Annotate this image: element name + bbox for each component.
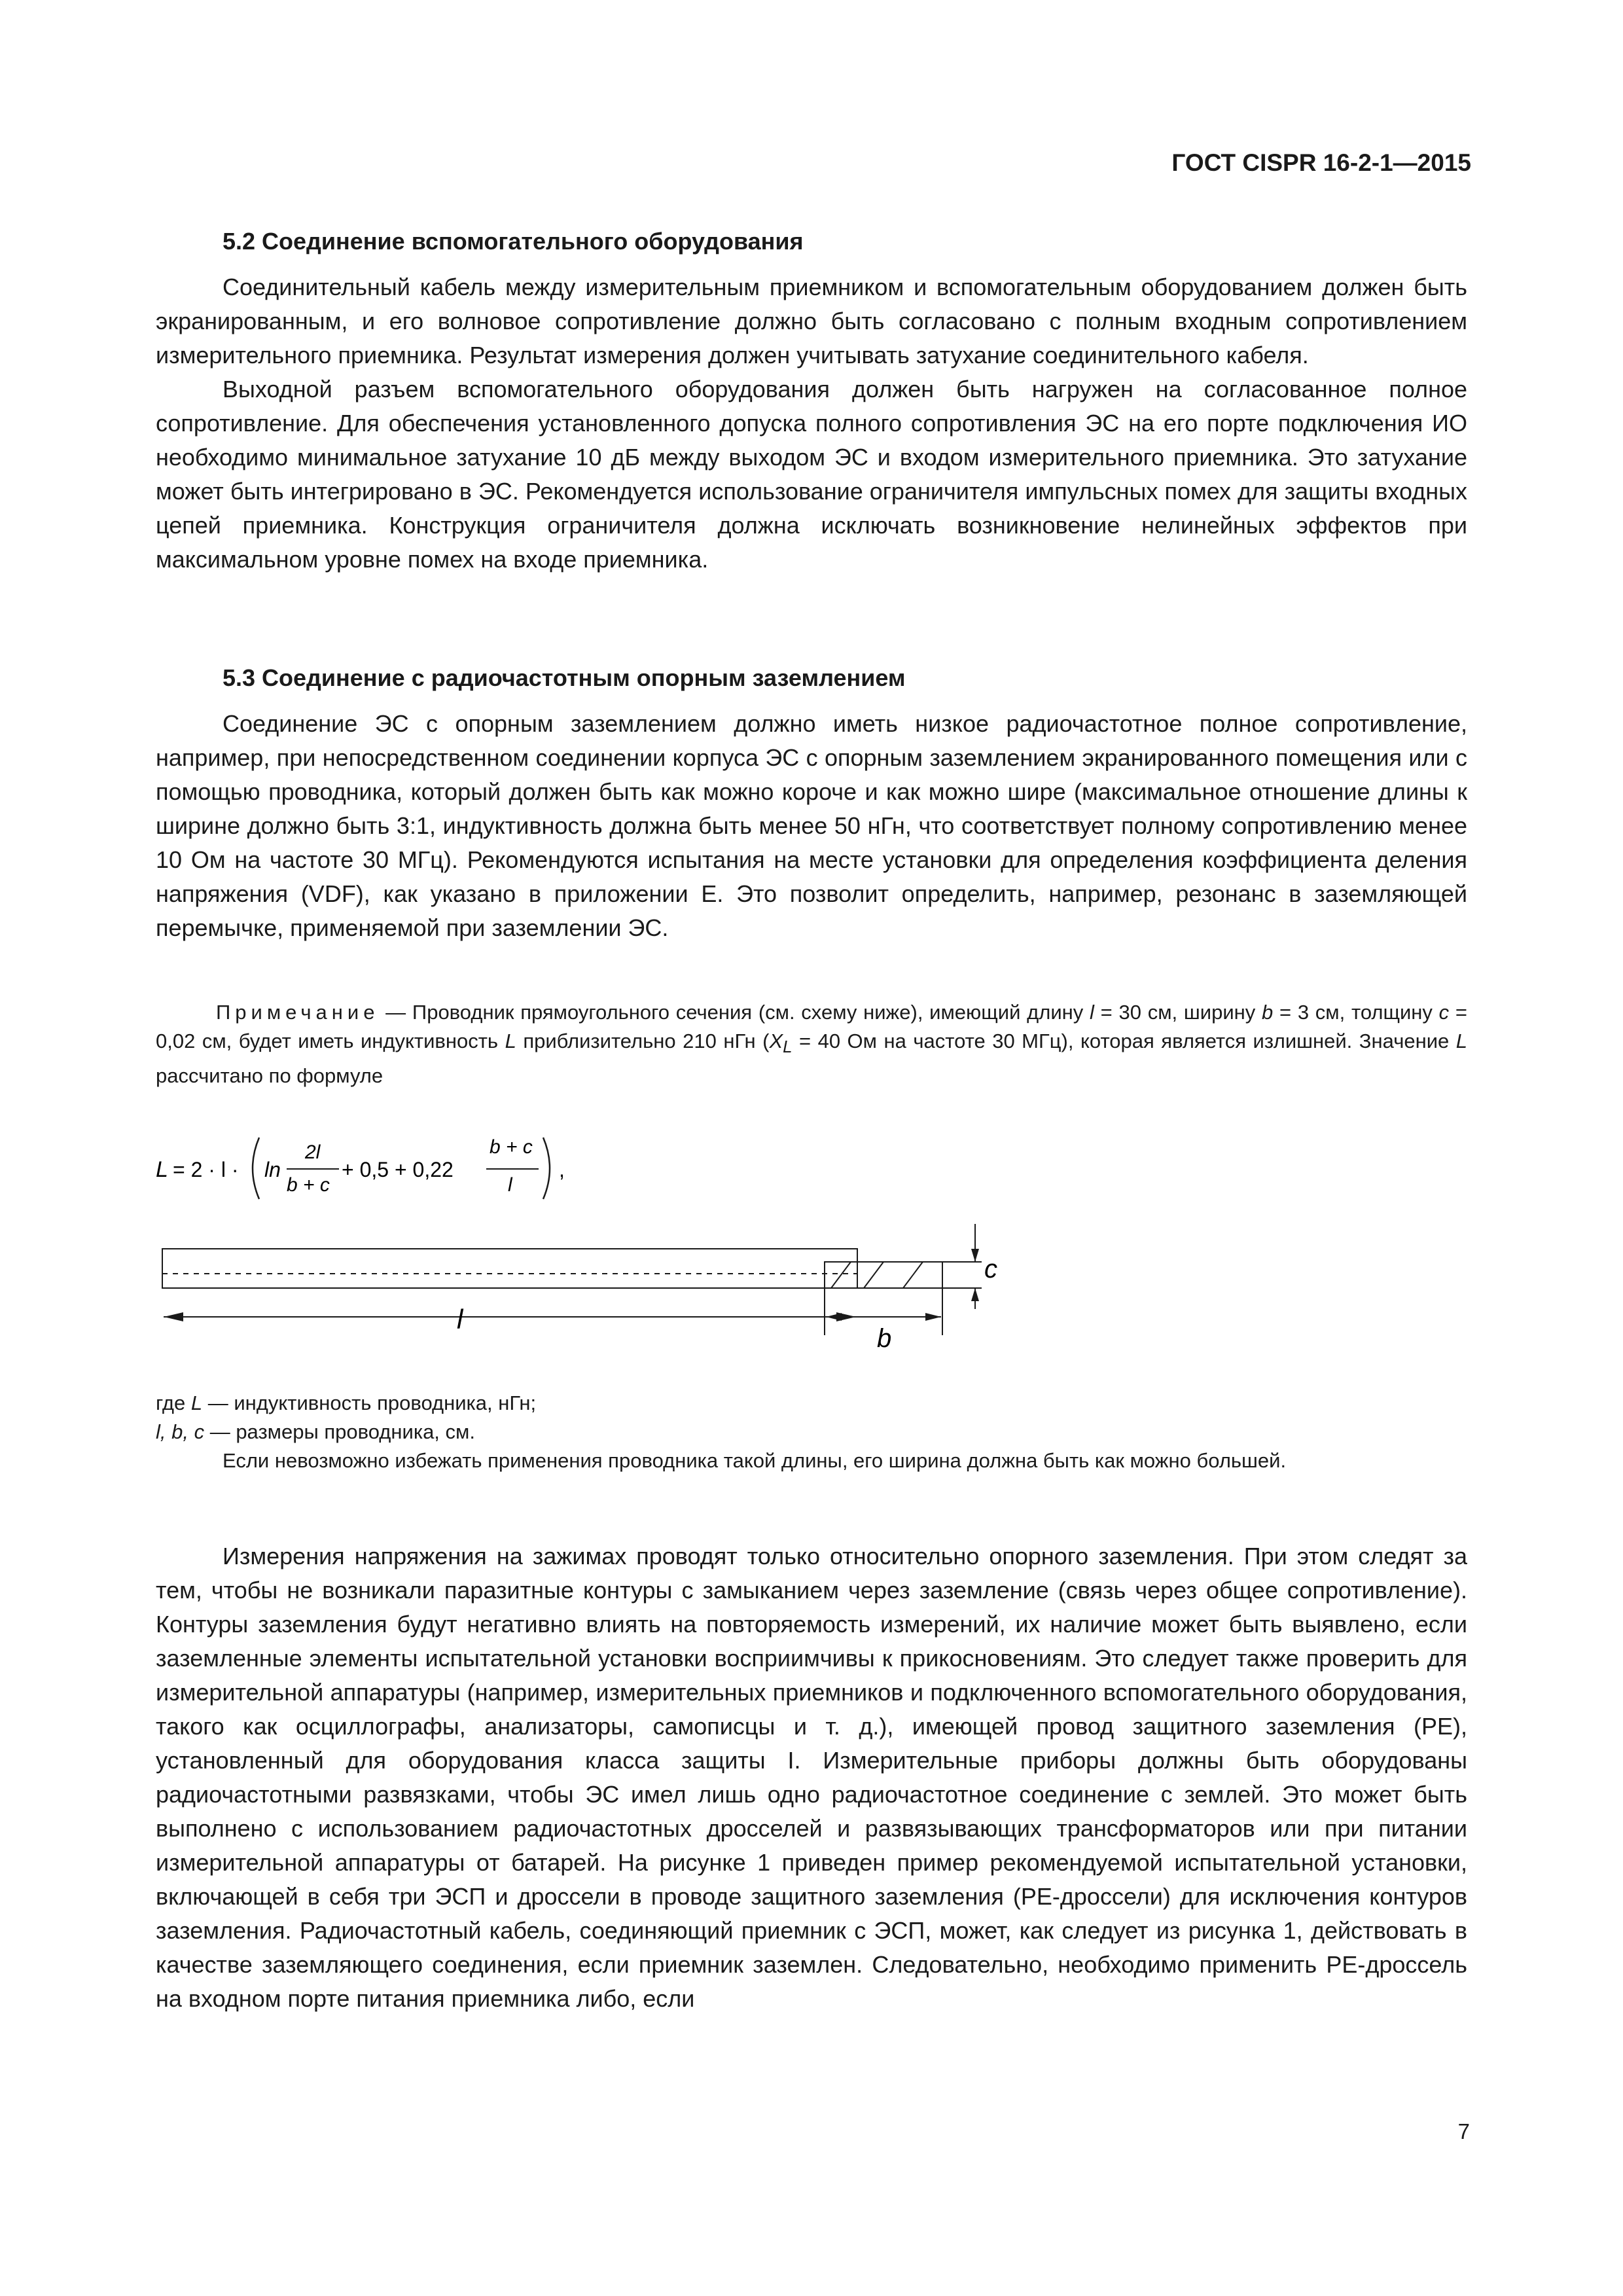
page-number: 7 <box>1457 2119 1470 2144</box>
formula-den1: b + c <box>287 1174 330 1196</box>
formula-num2: b + c <box>490 1136 533 1158</box>
section-5-2-title: 5.2 Соединение вспомогательного оборудования <box>223 228 804 255</box>
thickness-label: c <box>984 1255 997 1283</box>
conductor-diagram <box>156 1211 1072 1368</box>
section-5-2-paragraph-2: Выходной разъем вспомогательного оборудования должен быть нагружен на согласованное полное сопротивление. Для обеспечения установленного допуска полного сопротивления ЭС на его порте подключения ИО необходимо минимальное затухание 10 дБ между выходом ЭС и входом измерительного приемника. Это затухание может быть интегрировано в ЭС. Рекомендуется использование ограничителя импульсных помех для защиты входных цепей приемника. Конструкция ограничителя должна исключать возникновение нелинейных эффектов при максимальном уровне помех на входе приемника. <box>156 376 1467 573</box>
inductance-formula <box>156 1119 614 1217</box>
legend-row-dimensions: l, b, c — размеры проводника, см. <box>156 1420 475 1443</box>
note-block <box>156 998 1467 1090</box>
section-5-2-paragraph-1: Соединительный кабель между измерительным приемником и вспомогательным оборудованием должен быть экранированным, и его волновое сопротивление должно быть согласовано с полным входным сопротивлением измерительного приемника. Результат измерения должен учитывать затухание соединительного кабеля. <box>156 274 1467 368</box>
width-label: b <box>877 1324 892 1353</box>
note-label: Примечание <box>216 1001 380 1024</box>
length-label: l <box>457 1304 463 1335</box>
note-paragraph: Примечание — Проводник прямоугольного сечения (см. схему ниже), имеющий длину l = 30 см, ширину b = 3 см, толщину c = 0,02 см, будет иметь индуктивность L приблизительно 210 нГн ($X_L = 40$ Ом на частоте 30 МГц), которая является излишней. Значение L рассчитано по формуле <box>156 1001 1467 1088</box>
formula-num1: 2l <box>305 1141 321 1163</box>
section-5-2 <box>156 224 1467 577</box>
legend-row-inductance: где L — индуктивность проводника, нГн; <box>156 1391 537 1414</box>
formula-ln: ln <box>264 1158 281 1181</box>
document-id-header: ГОСТ CISPR 16-2-1—2015 <box>1171 149 1471 176</box>
conductor-strip <box>162 1249 857 1288</box>
section-5-3-paragraph-1: Соединение ЭС с опорным заземлением должно иметь низкое радиочастотное полное сопротивление, например, при непосредственном соединении корпуса ЭС с опорным заземлением экранированного помещения или с помощью проводника, который должен быть как можно короче и как можно шире (максимальное отношение длины к ширине должно быть 3:1, индуктивность должна быть менее 50 нГн, что соответствует полному сопротивлению менее 10 Ом на частоте 30 МГц). Рекомендуются испытания на месте установки для определения коэффициента деления напряжения (VDF), как указано в приложении E. Это позволит определить, например, резонанс в заземляющей перемычке, применяемой при заземлении ЭС. <box>156 710 1467 941</box>
formula-mid: + 0,5 + 0,22 <box>342 1158 454 1181</box>
section-5-3-title: 5.3 Соединение с радиочастотным опорным заземлением <box>223 664 906 691</box>
main-section <box>156 1539 1467 2016</box>
section-5-3 <box>156 661 1467 945</box>
formula-den2: l <box>508 1174 512 1196</box>
formula-lhs: L <box>156 1157 168 1182</box>
cross-section <box>825 1262 942 1288</box>
legend-block <box>156 1389 1467 1475</box>
main-paragraph: Измерения напряжения на зажимах проводят только относительно опорного заземления. При этом следят за тем, чтобы не возникали паразитные контуры с замыканием через заземление (связь через общее сопротивление). Контуры заземления будут негативно влиять на повторяемость измерений, их наличие может быть выявлено, если заземленные элементы испытательной установки восприимчивы к прикосновениям. Это следует также проверить для измерительной аппаратуры (например, измерительных приемников и подключенного вспомогательного оборудования, такого как осциллографы, анализаторы, самописцы и т. д.), имеющей провод защитного заземления (PE), установленный для оборудования класса защиты I. Измерительные приборы должны быть оборудованы радиочастотными развязками, чтобы ЭС имел лишь одно радиочастотное соединение с землей. Это может быть выполнено с использованием радиочастотных дросселей и развязывающих трансформаторов или при питании измерительной аппаратуры от батарей. На рисунке 1 приведен пример рекомендуемой испытательной установки, включающей в себя три ЭСП и дроссели в проводе защитного заземления (PE-дроссели) для исключения контуров заземления. Радиочастотный кабель, соединяющий приемник с ЭСП, может, как следует из рисунка 1, действовать в качестве заземляющего соединения, если приемник заземлен. Следовательно, необходимо применить PE-дроссель на входном порте питания приемника либо, если <box>156 1543 1467 2012</box>
formula-eq: = 2 · l · <box>173 1158 239 1181</box>
legend-remark: Если невозможно избежать применения проводника такой длины, его ширина должна быть как можно большей. <box>223 1449 1287 1472</box>
formula-tail: , <box>559 1158 565 1181</box>
